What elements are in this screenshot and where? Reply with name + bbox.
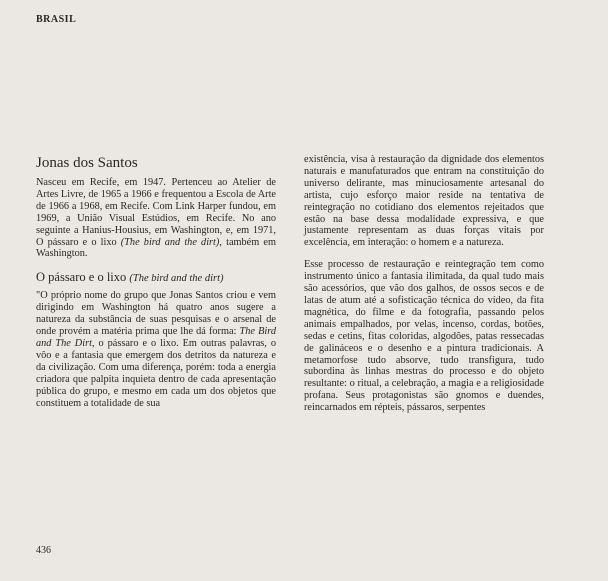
page-number: 436 [36,545,51,556]
essay-paragraph-3: Esse processo de restauração e reintegração tem como instrumento único a fantasia ilimitada, da qual tudo mais são acessórios, que vão dos galhos, de ossos secos e de latas de atum até a sofisticação técnica do vídeo, da fita magnética, do filme e da fotografia, passando pelos animais empalhados, por velas, incenso, cordas, botões, sedas e cetins, fitas coloridas, algodões, patas ressecadas de galináceos e o desenho e a pintura tradicionais. A metamorfose tudo absorve, tudo transfigura, tudo subordina às linhas mestras do processo e do objeto resultante: o ritual, a celebração, a magia e a religiosidade profana. Seus protagonistas são gnomos e duendes, reincarnados em répteis, pássaros, serpentes [304,259,544,414]
subtitle-italic: (The bird and the dirt) [129,273,224,285]
essay-text-1: "O próprio nome do grupo que Jonas Santos criou e vem dirigindo em Washington há quatro anos sugere a natureza da substância de suas pesquisas e o arsenal de onde provém a matéria prima que lhe dá forma: [36,290,276,338]
right-column [304,154,544,414]
left-column [36,154,276,409]
bio-text-1: Nasceu em Recife, em 1947. Pertenceu ao Atelier de Artes Livre, de 1965 a 1966 e frequentou a Escola de Arte de 1966 a 1968, em Recife. Com Link Harper fundou, em 1969, a União Visual Estúdios, em Recife. No ano seguinte a Hanius-Housius, em Washington, e, em 1971, O pássaro e o lixo [36,177,276,248]
section-subtitle [36,270,276,286]
running-head: BRASIL [36,14,77,25]
essay-text-2: , o pássaro e o lixo. Em outras palavras, o vôo e a fantasia que emergem dos detritos da natureza e da civilização. Com uma diferença, porém: toda a energia criadora que palpita inquieta dentro de cada apresentação pública do grupo, e mesmo em cada um dos objetos que constituem a totalidade de sua [36,337,276,409]
essay-italic-title: The Bird and The Dirt [36,326,276,349]
bio-text-2: , também em Washington. [36,236,276,260]
artist-title: Jonas dos Santos [36,155,138,171]
subtitle-main: O pássaro e o lixo [36,270,130,285]
essay-paragraph-1 [36,290,276,409]
essay-paragraph-2: existência, visa à restauração da dignidade dos elementos naturais e manufaturados que entram na constituição do universo delirante, mas minuciosamente artesanal do artista, cujo esforço maior reside na tentativa de reintegração no cotidiano dos elementos rejeitados que estão na base dessa modalidade expressiva, e que justamente representam as duas forças vitais por excelência, em interação: o homem e a natureza. [304,154,544,249]
bio-work-title: (The bird and the dirt) [120,236,220,248]
artist-bio [36,177,276,260]
